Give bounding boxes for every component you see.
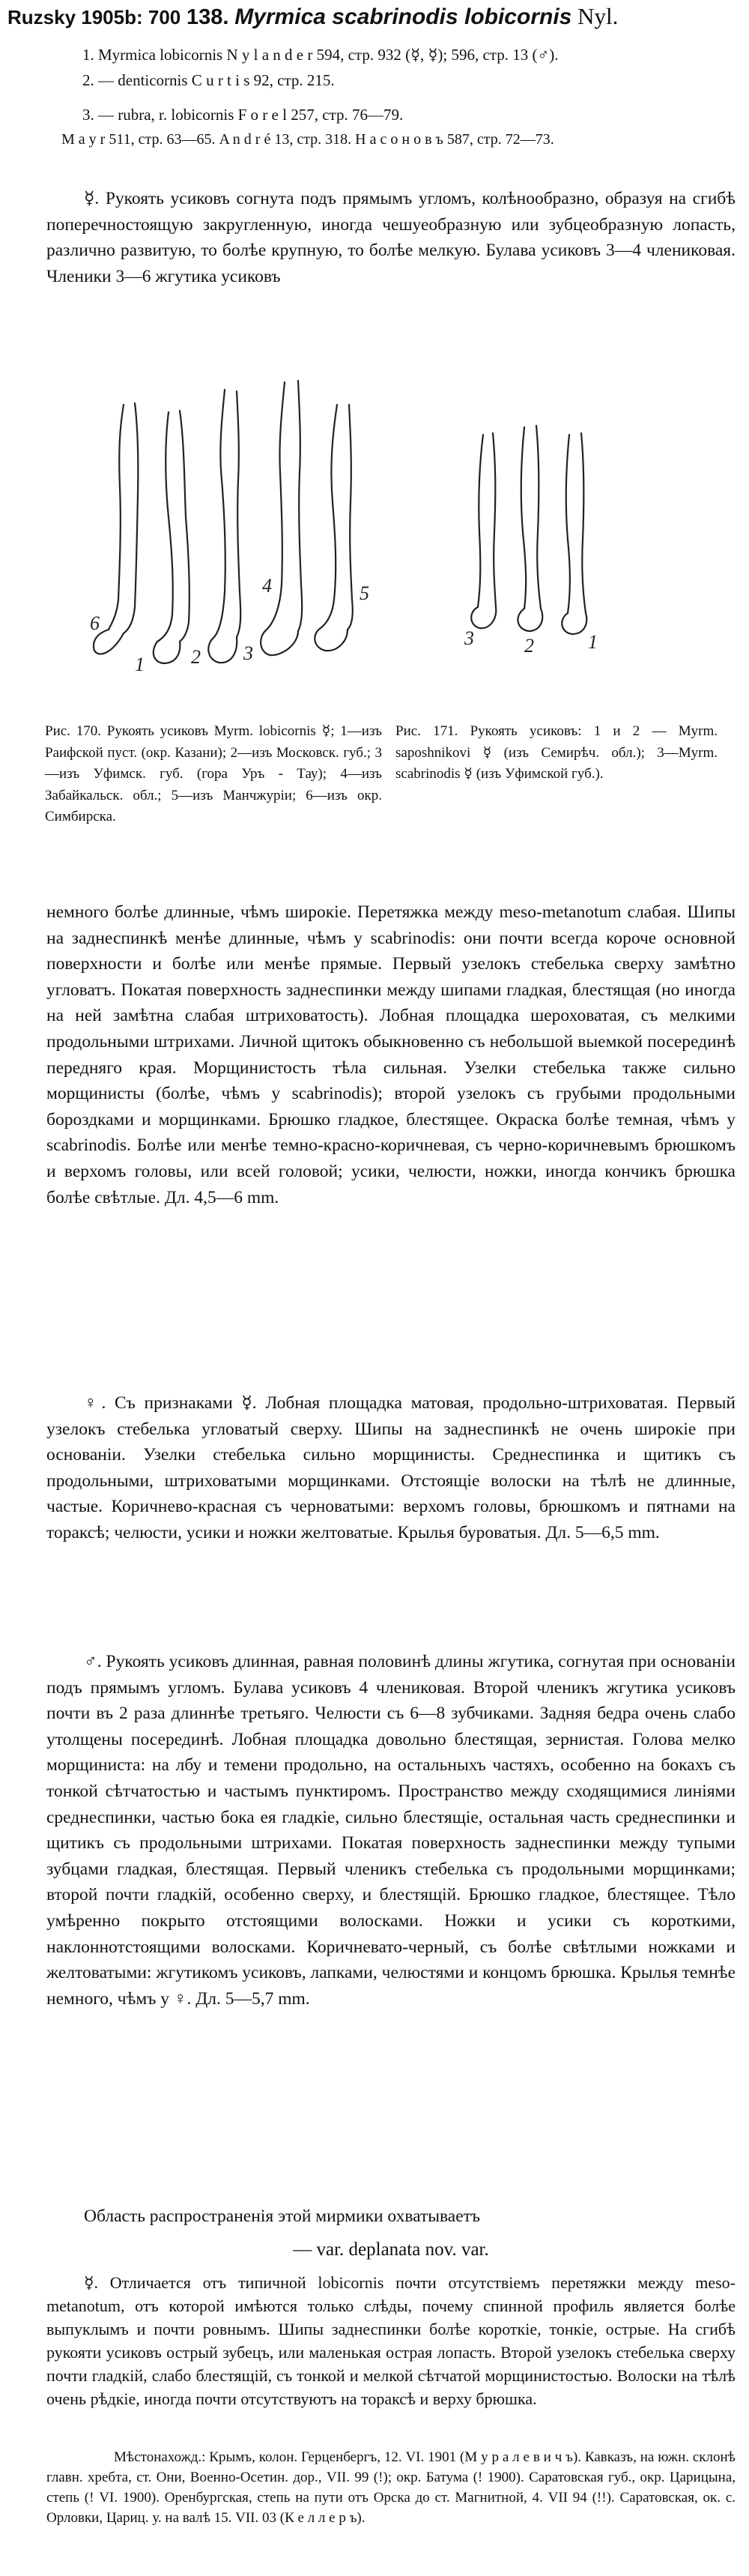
- variety-description: ☿. Отличается отъ типичной lobicornis почти отсутствіемъ перетяжки между meso-metanotum, отъ которой имѣются только слѣды, почему спинной профиль является болѣе выпуклымъ и почти ровнымъ. Шипы заднеспинки болѣе короткіе, тонкіе, острые. На сгибѣ рукояти усиковъ острый зубецъ, или маленькая острая лопасть. Второй узелокъ стебелька сверху почти гладкій, слабо блестящій, съ тонкой и мелкой сѣтчатой морщинистостью. Волоски на тѣлѣ очень рѣдкіе, иногда почти отсутствуютъ на тораксѣ и верху брюшка.: [46, 2273, 736, 2408]
- figure-label: 3: [243, 642, 253, 664]
- scape-outline: [518, 609, 542, 631]
- scape-outline: [562, 613, 586, 634]
- scape-outline: [478, 433, 496, 607]
- scape-outline: [321, 405, 353, 630]
- scape-outline: [566, 433, 586, 613]
- variety-heading: — var. deplanata nov. var.: [293, 2239, 489, 2260]
- scape-outline: [471, 607, 496, 628]
- scape-outline: [154, 642, 181, 663]
- locality-records: Мѣстонахожд.: Крымъ, колон. Герценбергъ, 12. VI. 1901 (М у р а л е в и ч ъ). Кавказъ, на южн. склонѣ главн. хребта, ст. Они, Военно-Осетин. дор., VII. 99 (!); окр. Батума (! 1900). Саратовская губ., окр. Царицына, степь (! VI. 1900). Оренбургская, степь на пути отъ Орска до ст. Магнитной, 4. VII 94 (!!). Саратовская, ок. с. Орловки, Цариц. у. на валѣ 15. VII. 03 (К е л л е р ъ).: [46, 2449, 736, 2526]
- figure-label: 6: [90, 612, 100, 634]
- male-description: ♂. Рукоять усиковъ длинная, равная половинѣ длины жгутика, согнутая при основаніи подъ прямымъ угломъ. Булава усиковъ 4 члениковая. Второй членикъ жгутика усиковъ почти въ 2 раза длиннѣе третьяго. Челюсти съ 6—8 зубчиками. Задняя бедра очень слабо утолщены посерединѣ. Лобная площадка довольно блестящая, зернистая. Голова мелко морщиниста: на лбу и темени продольно, на остальныхъ частяхъ, особенно на бокахъ съ тонкой сѣтчатостью и частымъ пунктиромъ. Пространство между сходящимися линіями среднеспинки, частью бока ея гладкіе, сильно блестящіе, остальная часть среднеспинки и щитикъ съ продольными штрихами. Покатая поверхность заднеспинки между тупыми зубцами гладкая, блестящая. Первый членикъ стебелька съ продольными морщинками; второй почти гладкій, особенно сверху, и блестящій. Брюшко гладкое, блестящее. Тѣло умѣренно покрыто отстоящими волосками. Ножки и усики съ короткими, наклоннотстоящими волосками. Коричневато-черный, съ болѣе свѣтлыми ножками и желтоватыми: жгутикомъ усиковъ, лапками, челюстями и концомъ брюшка. Крылья темнѣе немного, чѣмъ у ♀. Дл. 5—5,7 mm.: [46, 1652, 736, 2009]
- queen-description: ♀. Съ признаками ☿. Лобная площадка матовая, продольно-штриховатая. Первый узелокъ стебелька угловатый сверху. Шипы на заднеспинкѣ не очень широкіе при основаніи. Узелки стебелька сильно морщинисты. Среднеспинка и щитикъ съ продольными, штриховатыми морщинками. Отстоящіе волоски на тѣлѣ не длинные, частые. Коричнево-красная съ черноватыми: верхомъ головы, брюшкомъ и пятнами на тораксѣ; челюсти, усики и ножки желтоватые. Крылья буроватыя. Дл. 5—6,5 mm.: [46, 1393, 736, 1542]
- worker-description-part2: немного болѣе длинные, чѣмъ широкіе. Перетяжка между meso-metanotum слабая. Шипы на заднеспинкѣ менѣе длинные, чѣмъ у scabrinodis: они почти всегда короче основной поверхности и болѣе или менѣе прямые. Первый узелокъ стебелька сверху замѣтно угловатъ. Покатая поверхность заднеспинки между шипами гладкая, блестящая (но иногда на ней замѣтна слабая штриховатость). Лобная площадка шероховатая, съ мелкими продольными штрихами. Личной щитокъ обыкновенно съ небольшой выемкой посерединѣ передняго края. Морщинистость тѣла сильная. Узелки стебелька также сильно морщинисты (болѣе, чѣмъ у scabrinodis); второй узелокъ съ грубыми продольными бороздками и морщинками. Брюшко гладкое, блестящее. Окраска болѣе темная, чѣмъ у scabrinodis. Болѣе или менѣе темно-красно-коричневая, съ черно-коричневымъ брюшкомъ и верхомъ головы, или всей головой; усики, челюсти, ножки, иногда кончикъ брюшка болѣе свѣтлые. Дл. 4,5—6 mm.: [46, 902, 736, 1207]
- scape-outline: [157, 411, 189, 642]
- species-name: Myrmica scabrinodis lobicornis: [234, 4, 572, 29]
- figure-caption-170: Рис. 170. Рукоять усиковъ Myrm. lobicornis ☿; 1—изъ Раифской пуст. (окр. Казани); 2—изъ Московск. губ.; 3—изъ Уфимск. губ. (гора Уръ - Тау); 4—изъ Забайкальск. обл.; 5—изъ Манчжуріи; 6—изъ окр. Симбирска.: [45, 723, 382, 824]
- figure-caption-171: Рис. 171. Рукоять усиковъ: 1 и 2 — Myrm. saposhnikovi ☿ (изъ Семирѣч. обл.); 3—Myrm. scabrinodis ☿ (изъ Уфимской губ.).: [395, 723, 718, 782]
- figure-label: 1: [588, 631, 598, 653]
- scape-outline: [315, 628, 348, 651]
- scape-outline: [267, 381, 302, 631]
- synonym-3: 3. — rubra, r. lobicornis F o r e l 257, стр. 76—79.: [82, 106, 404, 124]
- literature-references: M a y r 511, стр. 63—65. A n d r é 13, стр. 318. Н а с о н о в ъ 587, стр. 72—73.: [61, 131, 554, 148]
- scape-outline: [261, 630, 298, 655]
- page-header: [7, 1, 742, 32]
- scape-outline: [521, 426, 541, 609]
- scape-outline: [214, 390, 240, 637]
- figure-label: 5: [360, 582, 369, 604]
- scape-outline: [208, 637, 237, 663]
- species-number: 138.: [187, 5, 229, 29]
- synonym-2: 2. — denticornis C u r t i s 92, стр. 215.: [82, 71, 335, 89]
- citation-tag: Ruzsky 1905b: 700: [7, 6, 181, 28]
- figure-label: 2: [191, 646, 201, 668]
- scape-outline: [109, 403, 138, 633]
- figure-label: 1: [135, 654, 145, 675]
- distribution-line: Область распространенія этой мирмики охватываетъ: [84, 2207, 481, 2226]
- figure-label: 2: [524, 635, 534, 657]
- figure-label: 4: [262, 575, 272, 597]
- species-author: Nyl.: [577, 3, 619, 29]
- synonym-1: 1. Myrmica lobicornis N y l a n d e r 594, стр. 932 (☿, ☿); 596, стр. 13 (♂).: [82, 46, 559, 64]
- figure-antennal-scapes: [45, 375, 719, 690]
- figure-label: 3: [464, 627, 474, 649]
- worker-description-part1: ☿. Рукоять усиковъ согнута подъ прямымъ угломъ, колѣнообразно, образуя на сгибѣ поперечностоящую закругленную, иногда чешуеобразную или зубцеобразную лопасть, различно развитую, то болѣе крупную, то болѣе мелкую. Булава усиковъ 3—4 члениковая. Членики 3—6 жгутика усиковъ: [46, 189, 736, 286]
